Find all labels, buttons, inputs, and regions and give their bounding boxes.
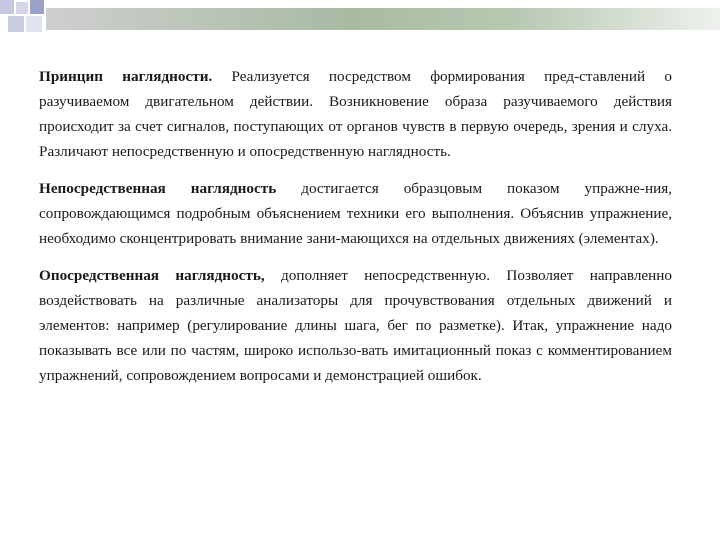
decor-square [30, 0, 44, 14]
header-gradient-bar [46, 8, 720, 30]
paragraph-text: дополняет непосредственную. Позволяет направленно воздействовать на различные анализаторы для прочувствования отдельных движений и элементов: например (регулирование длины шага, бег по разметке). Итак, упражнение надо показывать все или по частям, широко использо-вать имитационный показ с комментированием упражнений, сопровождением вопросами и демонстрацией ошибок. [39, 267, 672, 384]
decor-square [26, 16, 42, 32]
decor-square [8, 16, 24, 32]
paragraph-term: Принцип наглядности. [39, 68, 213, 85]
paragraph-indirect [39, 263, 672, 388]
paragraph-term: Непосредственная наглядность [39, 180, 277, 197]
paragraph-term: Опосредственная наглядность, [39, 267, 265, 284]
paragraph-text: достигается образцовым показом упражне-ния, сопровождающимся подробным объяснением техники его выполнения. Объяснив упражнение, необходимо сконцентрировать внимание зани-мающихся на отдельных движениях (элементах). [39, 180, 672, 247]
paragraph-direct [39, 176, 672, 251]
paragraph-text: Реализуется посредством формирования пред-ставлений о разучиваемом двигательном действии. Возникновение образа разучиваемого действия происходит за счет сигналов, поступающих от органов чувств в первую очередь, зрения и слуха. Различают непосредственную и опосредственную наглядность. [39, 68, 672, 160]
paragraph-principle [39, 64, 672, 164]
decor-square [0, 0, 14, 14]
slide-body [39, 64, 672, 400]
decor-square [16, 2, 28, 14]
